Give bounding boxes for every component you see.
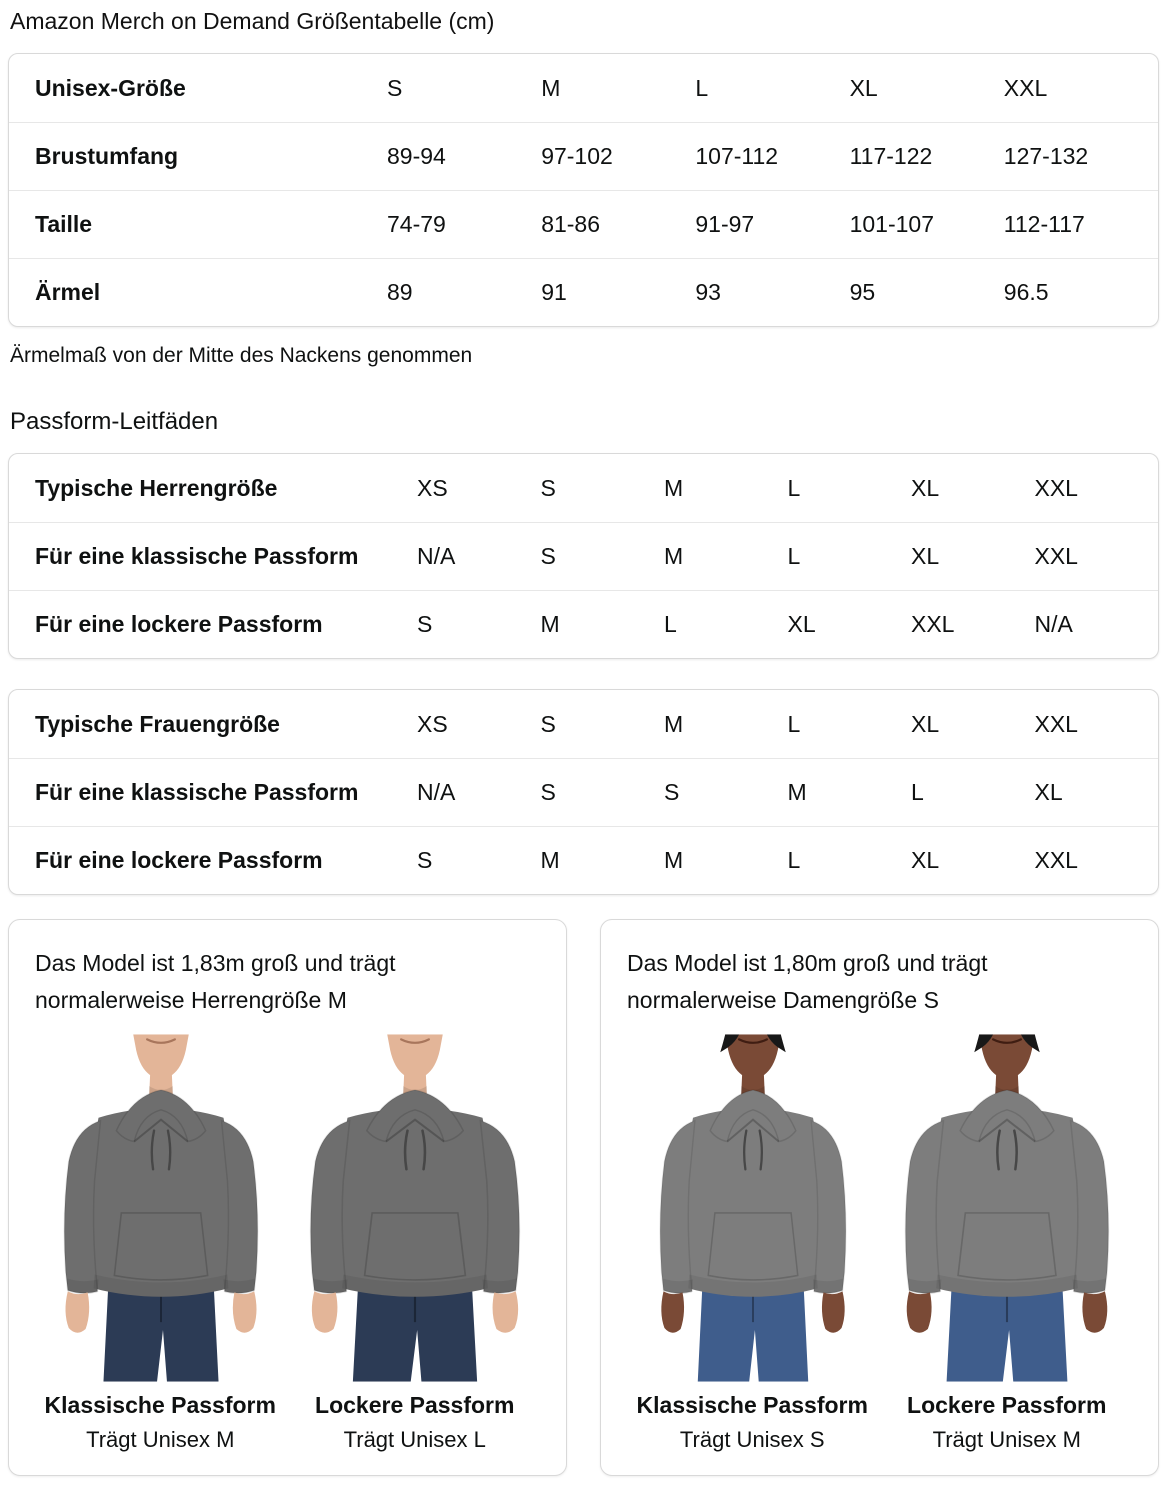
table-cell: XXL (1034, 543, 1078, 569)
table-cell: XXL (1034, 474, 1078, 501)
table-row-sleeve (9, 258, 1158, 326)
row-label: Für eine lockere Passform (35, 847, 323, 873)
table-cell: S (540, 779, 556, 805)
table-row-unisex-size (9, 54, 1158, 122)
table-cell: XL (911, 710, 940, 737)
table-cell: XXL (1034, 847, 1078, 873)
table-cell: 91-97 (695, 211, 755, 237)
sleeve-measure-note: Ärmelmaß von der Mitte des Nackens genommen (10, 344, 473, 367)
fit-name: Klassische Passform (44, 1391, 276, 1418)
table-row-classic-fit (9, 758, 1158, 826)
model-description: Das Model ist 1,83m groß und trägt normalerweise Herrengröße M (35, 950, 396, 1014)
row-label: Taille (35, 211, 93, 237)
table-row-loose-fit (9, 590, 1158, 658)
caption-classic-fit (625, 1392, 880, 1453)
table-cell: L (787, 847, 801, 873)
womens-fit-table (8, 689, 1159, 895)
table-cell: L (787, 474, 801, 501)
model-photos (33, 1032, 542, 1384)
caption-loose-fit (288, 1392, 543, 1453)
table-cell: XXL (911, 611, 955, 637)
table-cell: 81-86 (541, 211, 601, 237)
fit-name: Lockere Passform (315, 1391, 515, 1418)
model-photos (625, 1032, 1134, 1384)
table-cell: L (664, 611, 677, 637)
fit-name: Klassische Passform (636, 1391, 868, 1418)
table-cell: 89 (387, 279, 413, 305)
table-cell: XXL (1003, 74, 1048, 101)
row-label: Brustumfang (35, 143, 179, 169)
table-cell: S (417, 611, 433, 637)
table-cell: 117-122 (849, 143, 933, 169)
fit-guides-heading: Passform-Leitfäden (10, 408, 219, 435)
table-cell: XS (417, 474, 448, 501)
table-cell: L (695, 74, 709, 101)
photo-captions (625, 1392, 1134, 1453)
table-cell: 91 (541, 279, 567, 305)
mens-fit-table (8, 453, 1159, 659)
photo-captions (33, 1392, 542, 1453)
wears-size: Trägt Unisex M (86, 1426, 235, 1452)
table-cell: 74-79 (387, 211, 446, 237)
table-cell: XL (911, 474, 940, 501)
table-cell: S (540, 474, 556, 501)
wears-size: Trägt Unisex M (932, 1426, 1081, 1452)
table-cell: M (664, 474, 684, 501)
table-cell: M (664, 847, 684, 873)
table-cell: M (540, 611, 560, 637)
table-cell: S (540, 710, 556, 737)
table-cell: N/A (417, 543, 456, 569)
table-row-loose-fit (9, 826, 1158, 894)
page-title: Amazon Merch on Demand Größentabelle (cm) (10, 8, 495, 34)
table-cell: 112-117 (1003, 211, 1085, 237)
table-cell: XL (911, 847, 940, 873)
row-label: Typische Herrengröße (35, 474, 278, 501)
table-cell: N/A (417, 779, 456, 805)
table-cell: N/A (1034, 611, 1073, 637)
table-cell: 127-132 (1003, 143, 1089, 169)
table-cell: XL (1034, 779, 1063, 805)
model-photo-female-classic-fit (629, 1032, 877, 1384)
row-label: Für eine klassische Passform (35, 779, 359, 805)
wears-size: Trägt Unisex L (343, 1426, 486, 1452)
table-cell: L (787, 543, 801, 569)
table-row-chest (9, 122, 1158, 190)
table-cell: XL (849, 74, 878, 101)
table-cell: 89-94 (387, 143, 446, 169)
table-cell: M (787, 779, 807, 805)
table-cell: L (787, 710, 801, 737)
wears-size: Trägt Unisex S (679, 1426, 825, 1452)
table-cell: XXL (1034, 710, 1078, 737)
table-cell: XS (417, 710, 448, 737)
fit-name: Lockere Passform (907, 1391, 1107, 1418)
table-cell: S (417, 847, 433, 873)
table-cell: 95 (849, 279, 876, 305)
table-row-typical-womens-size (9, 690, 1158, 758)
table-cell: M (664, 543, 684, 569)
table-cell: 107-112 (695, 143, 779, 169)
model-cards (8, 919, 1159, 1476)
table-row-typical-mens-size (9, 454, 1158, 522)
table-cell: S (540, 543, 556, 569)
table-cell: M (541, 74, 561, 101)
table-cell: S (387, 74, 403, 101)
table-cell: M (664, 710, 684, 737)
male-model-card (8, 919, 567, 1476)
table-cell: S (664, 779, 680, 805)
row-label: Typische Frauengröße (35, 710, 280, 737)
row-label: Unisex-Größe (35, 74, 186, 101)
caption-classic-fit (33, 1392, 288, 1453)
table-row-classic-fit (9, 522, 1158, 590)
table-cell: L (911, 779, 924, 805)
row-label: Ärmel (35, 279, 101, 305)
table-cell: XL (787, 611, 816, 637)
row-label: Für eine lockere Passform (35, 611, 323, 637)
model-photo-male-classic-fit (37, 1032, 285, 1384)
female-model-card (600, 919, 1159, 1476)
caption-loose-fit (880, 1392, 1135, 1453)
model-description: Das Model ist 1,80m groß und trägt normalerweise Damengröße S (627, 950, 988, 1014)
row-label: Für eine klassische Passform (35, 543, 359, 569)
model-photo-male-loose-fit (291, 1032, 539, 1384)
table-row-waist (9, 190, 1158, 258)
table-cell: 93 (695, 279, 721, 305)
table-cell: 101-107 (849, 211, 935, 237)
table-cell: 96.5 (1003, 279, 1049, 305)
table-cell: 97-102 (541, 143, 613, 169)
table-cell: XL (911, 543, 940, 569)
unisex-size-table (8, 53, 1159, 327)
model-photo-female-loose-fit (883, 1032, 1131, 1384)
table-cell: M (540, 847, 560, 873)
